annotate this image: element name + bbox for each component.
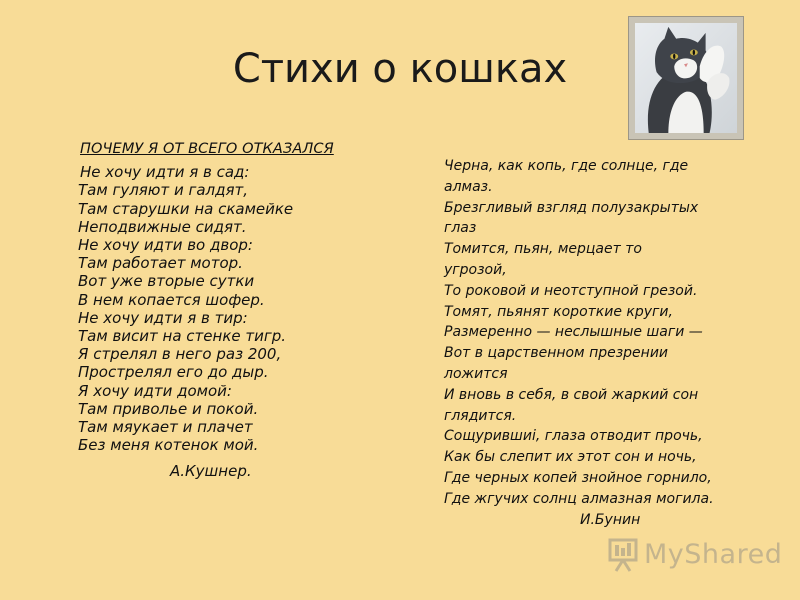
poem-left-line: Я хочу идти домой: bbox=[78, 381, 232, 400]
poem-left-line: Там мяукает и плачет bbox=[78, 418, 253, 437]
poem-left-line: Там приволье и покой. bbox=[78, 399, 259, 418]
poem-right-line: Томят, пьянят короткие круги, bbox=[444, 303, 673, 320]
poem-right-line: Сощурившиi, глаза отводит прочь, bbox=[444, 428, 703, 445]
poem-left-line: В нем копается шофер. bbox=[78, 290, 265, 309]
poem-right-line: Брезгливый взгляд полузакрытых bbox=[444, 199, 699, 216]
watermark-text: MyShared bbox=[644, 538, 783, 570]
poem-right-line: Вот в царственном презрении bbox=[444, 345, 669, 362]
poem-left-line: Неподвижные сидят. bbox=[78, 217, 247, 236]
poem-left bbox=[78, 140, 398, 481]
slide-title: Стихи о кошках bbox=[232, 46, 568, 92]
poem-right-line: Черна, как копь, где солнце, где bbox=[444, 158, 689, 174]
cat-photo-image bbox=[635, 23, 737, 133]
poem-left-line: Прострелял его до дыр. bbox=[78, 363, 269, 382]
watermark bbox=[606, 534, 782, 574]
poem-right-line: глядится. bbox=[444, 407, 517, 424]
poem-right-line: Как бы слепит их этот сон и ночь, bbox=[444, 449, 697, 466]
poem-left-author: А.Кушнер. bbox=[170, 462, 252, 481]
poem-left-line: Там работает мотор. bbox=[78, 254, 243, 273]
poem-left-line: Не хочу идти я в тир: bbox=[78, 308, 248, 327]
poem-left-line: Там старушки на скамейке bbox=[78, 199, 294, 218]
poem-right-line: Где черных копей знойное горнило, bbox=[444, 469, 712, 486]
poem-right-author: И.Бунин bbox=[580, 511, 641, 528]
poem-left-line: Без меня котенок мой. bbox=[78, 436, 259, 455]
poem-left-line: Вот уже вторые сутки bbox=[78, 272, 255, 291]
poem-right-line: Томится, пьян, мерцает то bbox=[444, 241, 642, 258]
poem-right-line: То роковой и неотступной грезой. bbox=[444, 282, 698, 299]
poem-left-line: Не хочу идти я в сад: bbox=[80, 163, 250, 182]
cat-photo bbox=[628, 16, 744, 140]
poem-right-line: И вновь в себя, в свой жаркий сон bbox=[444, 386, 699, 403]
poem-right-line: глаз bbox=[444, 220, 477, 237]
poem-right-line: Где жгучих солнц алмазная могила. bbox=[444, 490, 714, 507]
poem-left-line: Там гуляют и галдят, bbox=[78, 181, 249, 200]
poem-right bbox=[444, 156, 744, 530]
poem-right-line: угрозой, bbox=[444, 261, 507, 278]
poem-left-line: Я стрелял в него раз 200, bbox=[78, 345, 282, 364]
poem-left-line: Не хочу идти во двор: bbox=[78, 236, 253, 255]
poem-right-line: алмаз. bbox=[444, 178, 493, 195]
poem-left-heading: ПОЧЕМУ Я ОТ ВСЕГО ОТКАЗАЛСЯ bbox=[80, 141, 334, 157]
poem-right-line: ложится bbox=[444, 365, 508, 382]
presentation-board-icon bbox=[606, 536, 640, 572]
poem-right-line: Размеренно — неслышные шаги — bbox=[444, 324, 703, 341]
poem-left-line: Там висит на стенке тигр. bbox=[78, 327, 287, 346]
